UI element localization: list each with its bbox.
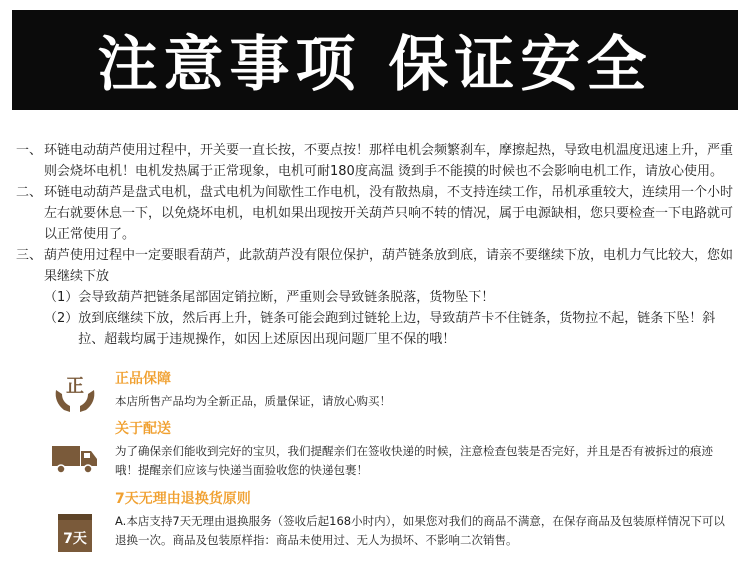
header-banner (12, 10, 738, 110)
sub-text: 放到底继续下放，然后再上升，链条可能会跑到过链轮上边，导致葫芦卡不住链条，货物拉不起，链条下坠！斜拉、超载均属于违规操作，如因上述原因出现问题厂里不保的哦！ (78, 311, 716, 347)
section-title: 正品保障 (115, 371, 171, 387)
section-title: 7天无理由退换货原则 (115, 491, 251, 507)
section-body: 本店所售产品均为全新正品，质量保证，请放心购买！ (115, 394, 391, 408)
note-2 (16, 182, 741, 245)
seven-day-return-icon (50, 508, 100, 558)
note-number: 二、 (16, 185, 43, 200)
section-body: 为了确保亲们能收到完好的宝贝，我们提醒亲们在签收快递的时候，注意检查包装是否完好，并且是否有被拆过的痕迹哦！提醒亲们应该与快递当面验收您的快递包裹！ (115, 444, 713, 477)
note-3-sub-1 (16, 287, 741, 308)
hands-guarantee-icon (50, 368, 100, 418)
note-3 (16, 245, 741, 287)
notes-list (16, 140, 741, 350)
note-text: 葫芦使用过程中一定要眼看葫芦，此款葫芦没有限位保护，葫芦链条放到底，请亲不要继续下放，电机力气比较大，您如果继续下放 (44, 248, 734, 284)
note-text: 环链电动葫芦使用过程中，开关要一直长按，不要点按！那样电机会频繁刹车，摩擦起热，导致电机温度迅速上升，严重则会烧坏电机！电机发热属于正常现象，电机可耐180度高温 烫到手不能摸的时候也不会影响电机工作，请放心使用。 (44, 143, 734, 179)
note-number: 三、 (16, 248, 43, 263)
note-3-sub-2 (16, 308, 741, 350)
header-title: 注意事项 保证安全 (97, 30, 653, 100)
sub-text: 会导致葫芦把链条尾部固定销拉断，严重则会导致链条脱落，货物坠下！ (78, 290, 495, 305)
delivery-truck-icon (50, 438, 100, 488)
sub-number: （1） (44, 290, 79, 305)
section-body: A.本店支持7天无理由退换服务（签收后起168小时内），如果您对我们的商品不满意，在保存商品及包装原样情况下可以退换一次。商品及包装原样指：商品未使用过、无人为损坏、不影响二次销售。 (115, 514, 725, 547)
note-text: 环链电动葫芦是盘式电机，盘式电机为间歇性工作电机，没有散热扇，不支持连续工作，吊机承重较大，连续用一个小时左右就要休息一下，以免烧坏电机，电机如果出现按开关葫芦只响不转的情况，属于电源缺相，您只要检查一下电路就可以正常使用了。 (44, 185, 734, 242)
note-1 (16, 140, 741, 182)
svg-text:正: 正 (66, 376, 84, 397)
seven-day-icon-text: 7天 (63, 531, 87, 547)
section-delivery (40, 418, 740, 488)
section-title: 关于配送 (115, 421, 171, 437)
sub-number: （2） (44, 311, 79, 326)
section-returns (40, 488, 740, 558)
note-number: 一、 (16, 143, 43, 158)
